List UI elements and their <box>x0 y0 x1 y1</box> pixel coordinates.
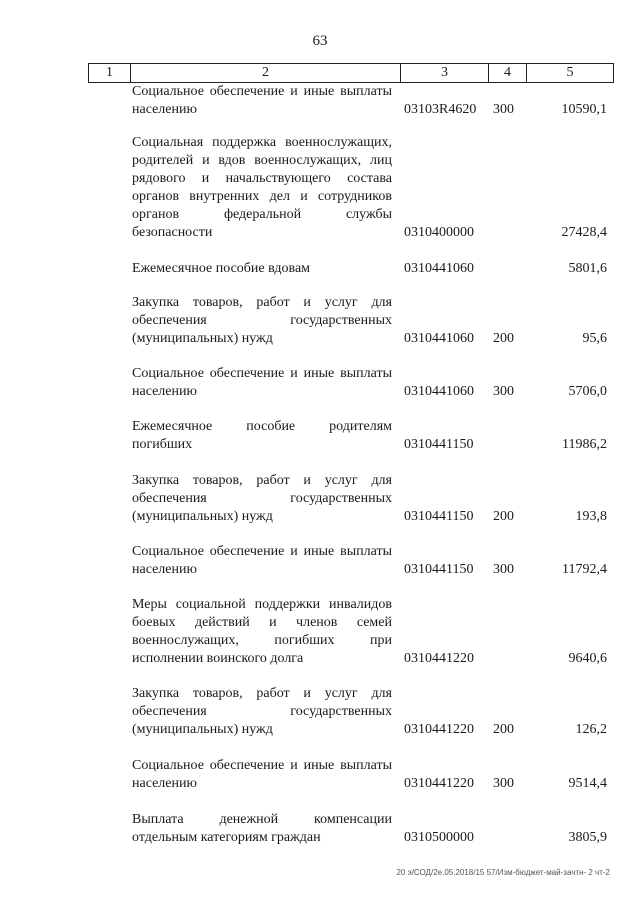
table-row <box>0 365 640 401</box>
page-number: 63 <box>312 33 328 49</box>
table-row <box>0 134 640 242</box>
row-sum: 126,2 <box>575 722 607 737</box>
row-name: Социальное обеспечение и иные выплаты населению <box>132 544 392 577</box>
header-col-2: 2 <box>131 64 401 82</box>
table-row <box>0 83 640 119</box>
row-code: 0310441060 <box>404 331 474 346</box>
row-sum: 27428,4 <box>561 225 607 240</box>
row-name: Закупка товаров, работ и услуг для обеспечения государственных (муниципальных) нужд <box>132 473 392 524</box>
row-kind: 300 <box>493 776 514 791</box>
row-code: 0310400000 <box>404 225 474 240</box>
row-code: 0310441060 <box>404 261 474 276</box>
row-sum: 9514,4 <box>568 776 607 791</box>
row-code: 0310441060 <box>404 384 474 399</box>
row-sum: 10590,1 <box>561 102 607 117</box>
row-name: Ежемесячное пособие родителям погибших <box>132 419 392 452</box>
row-sum: 193,8 <box>575 509 607 524</box>
row-kind: 200 <box>493 509 514 524</box>
row-name: Меры социальной поддержки инвалидов боевых действий и членов семей военнослужащих, погибших при исполнении воинского долга <box>132 597 392 666</box>
footer-note: 20 э/СОД/2е.05.2018/15 57/Изм-бюджет-май-зачтн- 2 чт-2 <box>396 868 610 877</box>
row-sum: 11986,2 <box>562 437 607 452</box>
table-row <box>0 596 640 668</box>
row-name: Выплата денежной компенсации отдельным категориям граждан <box>132 812 392 845</box>
row-code: 0310441150 <box>404 562 474 577</box>
header-col-5: 5 <box>566 65 574 80</box>
row-kind: 200 <box>493 722 514 737</box>
table-row <box>0 811 640 847</box>
row-code: 0310441150 <box>404 509 474 524</box>
row-kind: 300 <box>493 562 514 577</box>
table-row <box>0 685 640 739</box>
header-col-1: 1 <box>89 64 131 82</box>
row-name: Социальная поддержка военнослужащих, родителей и вдов военнослужащих, лиц рядового и начальствующего состава органов внутренних дел и сотрудников органов федеральной службы безопасности <box>132 135 392 240</box>
row-name: Закупка товаров, работ и услуг для обеспечения государственных (муниципальных) нужд <box>132 295 392 346</box>
row-sum: 5801,6 <box>568 261 607 276</box>
header-col-3: 3 <box>401 64 489 82</box>
header-col-4: 4 <box>489 64 527 82</box>
row-code: 0310441220 <box>404 776 474 791</box>
table-row <box>0 472 640 526</box>
table-row <box>0 260 640 278</box>
row-kind: 300 <box>493 384 514 399</box>
row-code: 0310500000 <box>404 830 474 845</box>
row-name: Ежемесячное пособие вдовам <box>132 261 311 276</box>
row-sum: 95,6 <box>582 331 607 346</box>
row-kind: 200 <box>493 331 514 346</box>
row-code: 03103R4620 <box>404 102 477 117</box>
row-sum: 3805,9 <box>568 830 607 845</box>
row-sum: 9640,6 <box>568 651 607 666</box>
row-name: Социальное обеспечение и иные выплаты населению <box>132 366 392 399</box>
row-name: Социальное обеспечение и иные выплаты населению <box>132 758 392 791</box>
table-row <box>0 757 640 793</box>
row-kind: 300 <box>493 102 514 117</box>
row-code: 0310441150 <box>404 437 474 452</box>
row-name: Социальное обеспечение и иные выплаты населению <box>132 84 392 117</box>
row-code: 0310441220 <box>404 651 474 666</box>
row-sum: 11792,4 <box>562 562 607 577</box>
row-code: 0310441220 <box>404 722 474 737</box>
table-row <box>0 294 640 348</box>
table-row <box>0 543 640 579</box>
table-row <box>0 418 640 454</box>
row-name: Закупка товаров, работ и услуг для обеспечения государственных (муниципальных) нужд <box>132 686 392 737</box>
table-header <box>88 63 614 83</box>
row-sum: 5706,0 <box>568 384 607 399</box>
